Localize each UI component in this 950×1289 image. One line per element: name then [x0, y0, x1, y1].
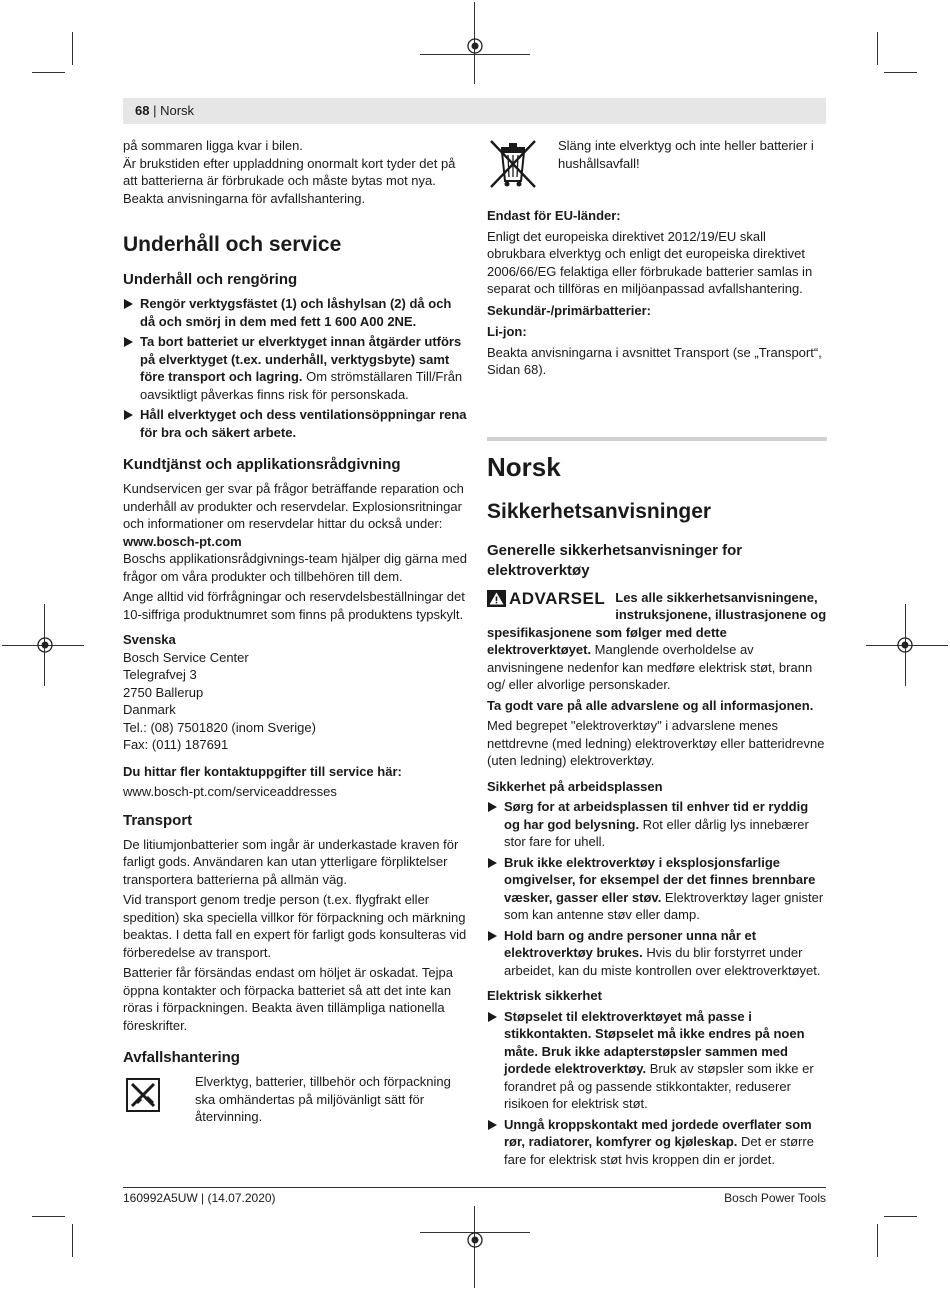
crop-mark [32, 1216, 65, 1217]
address-country: Svenska [123, 632, 176, 647]
page-number: 68 [135, 103, 150, 118]
address-line: 2750 Ballerup [123, 684, 204, 700]
term-text: Med begrepet "elektroverktøy" i advarslene menes nettdrevne (med ledning) elektroverktøy eller batteridrevne (uten ledning) elektroverktøy. [487, 718, 825, 768]
service-text: Kundservicen ger svar på frågor beträffande reparation och underhåll av produkter och reservdelar. Explosionsritningar och informationer om reservdelar hittar du också under: [123, 481, 464, 531]
warning-label [487, 589, 605, 609]
list-item: Støpselet til elektroverktøyet må passe i stikkontakten. Støpselet må ikke endres på noen måte. Bruk ikke adapterstøpsler sammen med jordede elektroverktøy. Bruk av støpsler som ikke er forandret på og passende stikkontakter, reduserer risikoen for elektrisk støt. [487, 1008, 827, 1113]
workplace-title: Sikkerhet på arbeidsplassen [487, 778, 663, 794]
warning-block [487, 589, 827, 694]
registration-mark-icon [36, 636, 54, 654]
electrical-title: Elektrisk sikkerhet [487, 988, 602, 1003]
eu-title: Endast för EU-länder: [487, 208, 621, 223]
list-item: Unngå kroppskontakt med jordede overflater som rør, radiatorer, komfyrer og kjøleskap. Det er større fare for elektrisk støt hvis kroppen din er jordet. [487, 1116, 827, 1169]
section-title-safety: Sikkerhetsanvisninger [487, 499, 712, 523]
workplace-list [487, 798, 827, 979]
recycle-tools-icon [125, 1077, 161, 1113]
registration-mark-icon [896, 636, 914, 654]
footer-doc-code: 160992A5UW | (14.07.2020) [123, 1191, 276, 1205]
subsection-title-disposal: Avfallshantering [123, 1049, 240, 1066]
page-header [135, 103, 194, 119]
registration-mark-icon [466, 1231, 484, 1249]
subsection-title-cleaning: Underhåll och rengöring [123, 271, 298, 288]
more-contacts-url[interactable]: www.bosch-pt.com/serviceaddresses [123, 784, 337, 799]
intro-text: Är brukstiden efter uppladdning onormalt kort tyder det på att batterierna är förbrukade och måste bytas mot nya. [123, 155, 456, 188]
section-title-maintenance: Underhåll och service [123, 233, 342, 256]
footer-brand: Bosch Power Tools [724, 1191, 826, 1205]
service-text: Ange alltid vid förfrågningar och reservdelsbeställningar det 10-siffriga produktnumret som finns på produktens typskylt. [123, 589, 465, 622]
left-column [123, 137, 468, 1129]
intro-text: Beakta anvisningarna för avfallshantering. [123, 190, 366, 206]
more-contacts-label: Du hittar fler kontaktuppgifter till service här: [123, 763, 402, 779]
keep-notes-text: Ta godt vare på alle advarslene og all informasjonen. [487, 697, 814, 713]
header-separator: | [153, 103, 157, 118]
disposal-row [123, 1073, 468, 1129]
right-column [487, 137, 827, 1171]
warning-triangle-icon [487, 590, 506, 607]
eu-text: Enligt det europeiska direktivet 2012/19/EU skall obrukbara elverktyg och enligt det europeiska direktivet 2006/66/EG felaktiga eller förbrukade batterier samlas in separat och tillföras en miljöanpassad avfallshantering. [487, 228, 813, 296]
list-item: Hold barn og andre personer unna når et elektroverktøy brukes. Hvis du blir forstyrret under arbeidet, kan du miste kontrollen over elektroverktøyet. [487, 927, 827, 980]
header-language: Norsk [160, 103, 195, 118]
crop-mark [32, 72, 65, 73]
intro-text: på sommaren ligga kvar i bilen. [123, 138, 303, 153]
footer-divider [123, 1187, 826, 1188]
cleaning-list [123, 295, 468, 441]
subsection-title-transport: Transport [123, 811, 193, 829]
battery-title: Sekundär-/primärbatterier: [487, 302, 651, 318]
crop-mark [877, 32, 878, 65]
crop-mark [884, 72, 917, 73]
crop-mark [884, 1216, 917, 1217]
transport-text: De litiumjonbatterier som ingår är underkastade kraven för farligt gods. Användaren kan utan ytterligare förpliktelser transportera batterierna på allmän väg. [123, 836, 459, 887]
page-header-bar [123, 98, 826, 124]
subsection-title-service: Kundtjänst och applikationsrådgivning [123, 456, 401, 473]
warning-label-text: ADVARSEL [509, 588, 606, 608]
subsection-title-general-safety: Generelle sikkerhetsanvisninger for elektroverktøy [487, 541, 743, 579]
address-line: Danmark [123, 702, 176, 717]
bin-row [487, 137, 827, 199]
liion-title: Li-jon: [487, 324, 527, 339]
language-title: Norsk [487, 451, 561, 482]
list-item: Rengör verktygsfästet (1) och låshylsan (2) då och då och smörj in dem med fett 1 600 A00 2NE. [123, 295, 468, 330]
crossed-bin-icon [487, 137, 539, 191]
warning-text: Manglende overholdelse av anvisningene nedenfor kan medføre elektrisk støt, brann og/ eller alvorlige personskader. [487, 642, 813, 692]
address-line: Bosch Service Center [123, 649, 249, 665]
crop-mark [877, 1224, 878, 1257]
list-item: Håll elverktyget och dess ventilationsöppningar rena för bra och säkert arbete. [123, 406, 468, 441]
electrical-list [487, 1008, 827, 1169]
address-line: Telegrafvej 3 [123, 667, 197, 682]
bin-text: Släng inte elverktyg och inte heller batterier i hushållsavfall! [558, 138, 814, 171]
section-divider [487, 437, 827, 441]
service-url[interactable]: www.bosch-pt.com [123, 533, 242, 549]
transport-text: Vid transport genom tredje person (t.ex. flygfrakt eller spedition) ska speciella villkor för förpackning och märkning beaktas. I detta fall en expert för farligt gods konsulteras vid förberedelse av transport. [123, 892, 467, 960]
transport-text: Batterier får försändas endast om höljet är oskadat. Tejpa öppna kontakter och förpacka batteriet så att det inte kan röras i förpackningen. Beakta även tillämpliga nationella föreskrifter. [123, 965, 454, 1033]
list-item: Ta bort batteriet ur elverktyget innan åtgärder utförs på elverktyget (t.ex. underhåll, verktygsbyte) samt före transport och lagring. Om strömställaren Till/Från oavsiktligt påverkas finns risk för personskada. [123, 333, 468, 403]
address-line: Fax: (011) 187691 [123, 737, 229, 752]
list-item: Sørg for at arbeidsplassen til enhver tid er ryddig og har god belysning. Rot eller dårlig lys innebærer stor fare for uhell. [487, 798, 827, 851]
address-line: Tel.: (08) 7501820 (inom Sverige) [123, 719, 316, 735]
list-item: Bruk ikke elektroverktøy i eksplosjonsfarlige omgivelser, for eksempel der det finnes brennbare væsker, gasser eller støv. Elektroverktøy lager gnister som kan antenne støv eller damp. [487, 854, 827, 924]
crop-mark [72, 32, 73, 65]
registration-mark-icon [466, 37, 484, 55]
warning-bold-text: Les alle sikkerhetsanvisningene, instruksjonene, illustrasjonene og spesifikasjonene som følger med dette elektroverktøyet. [487, 589, 827, 657]
liion-text: Beakta anvisningarna i avsnittet Transport (se „Transport“, Sidan 68). [487, 344, 822, 377]
crop-mark [72, 1224, 73, 1257]
service-text: Boschs applikationsrådgivnings-team hjälper dig gärna med frågor om våra produkter och tillbehören till dem. [123, 551, 467, 584]
disposal-text: Elverktyg, batterier, tillbehör och förpackning ska omhändertas på miljövänligt sätt för återvinning. [195, 1074, 451, 1124]
